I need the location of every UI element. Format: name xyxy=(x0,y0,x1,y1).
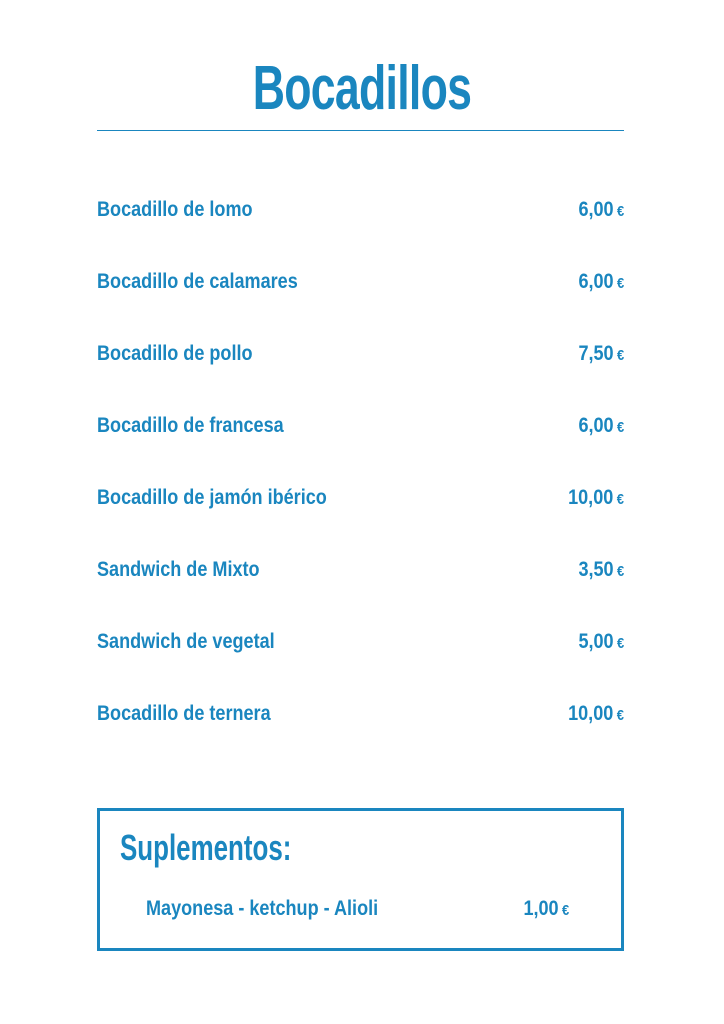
menu-item xyxy=(97,406,624,478)
currency-symbol: € xyxy=(616,203,624,220)
page-title: Bocadillos xyxy=(252,54,472,123)
supplements-list: Mayonesa - ketchup - Alioli xyxy=(146,897,379,920)
item-price-wrap xyxy=(578,266,624,300)
item-price-wrap xyxy=(568,698,624,732)
menu-item xyxy=(97,334,624,406)
item-price: 7,50 xyxy=(578,342,614,365)
item-name: Bocadillo de francesa xyxy=(97,414,284,437)
currency-symbol: € xyxy=(616,491,624,508)
currency-symbol: € xyxy=(561,902,569,919)
menu-item xyxy=(97,694,624,766)
item-name: Bocadillo de pollo xyxy=(97,342,253,365)
supplements-price-wrap xyxy=(523,893,569,927)
menu-item xyxy=(97,262,624,334)
title-divider xyxy=(97,130,624,131)
menu-item xyxy=(97,550,624,622)
item-price: 6,00 xyxy=(578,198,614,221)
currency-symbol: € xyxy=(616,563,624,580)
supplements-box xyxy=(97,808,624,951)
item-price-wrap xyxy=(568,482,624,516)
currency-symbol: € xyxy=(616,707,624,724)
supplements-title: Suplementos: xyxy=(120,827,292,868)
menu-item xyxy=(97,622,624,694)
item-price: 6,00 xyxy=(578,270,614,293)
item-price-wrap xyxy=(578,410,624,444)
item-price-wrap xyxy=(578,626,624,660)
item-name: Sandwich de vegetal xyxy=(97,630,275,653)
menu-item xyxy=(97,190,624,262)
item-price: 5,00 xyxy=(578,630,614,653)
item-price-wrap xyxy=(578,338,624,372)
currency-symbol: € xyxy=(616,347,624,364)
menu-list xyxy=(97,190,624,766)
item-name: Bocadillo de calamares xyxy=(97,270,298,293)
item-price: 10,00 xyxy=(568,702,614,725)
item-price: 3,50 xyxy=(578,558,614,581)
item-price-wrap xyxy=(578,554,624,588)
item-price: 10,00 xyxy=(568,486,614,509)
item-name: Sandwich de Mixto xyxy=(97,558,260,581)
item-price-wrap xyxy=(578,194,624,228)
item-name: Bocadillo de lomo xyxy=(97,198,253,221)
item-price: 6,00 xyxy=(578,414,614,437)
currency-symbol: € xyxy=(616,419,624,436)
item-name: Bocadillo de jamón ibérico xyxy=(97,486,327,509)
menu-item xyxy=(97,478,624,550)
item-name: Bocadillo de ternera xyxy=(97,702,271,725)
currency-symbol: € xyxy=(616,275,624,292)
currency-symbol: € xyxy=(616,635,624,652)
supplements-price: 1,00 xyxy=(523,897,559,920)
